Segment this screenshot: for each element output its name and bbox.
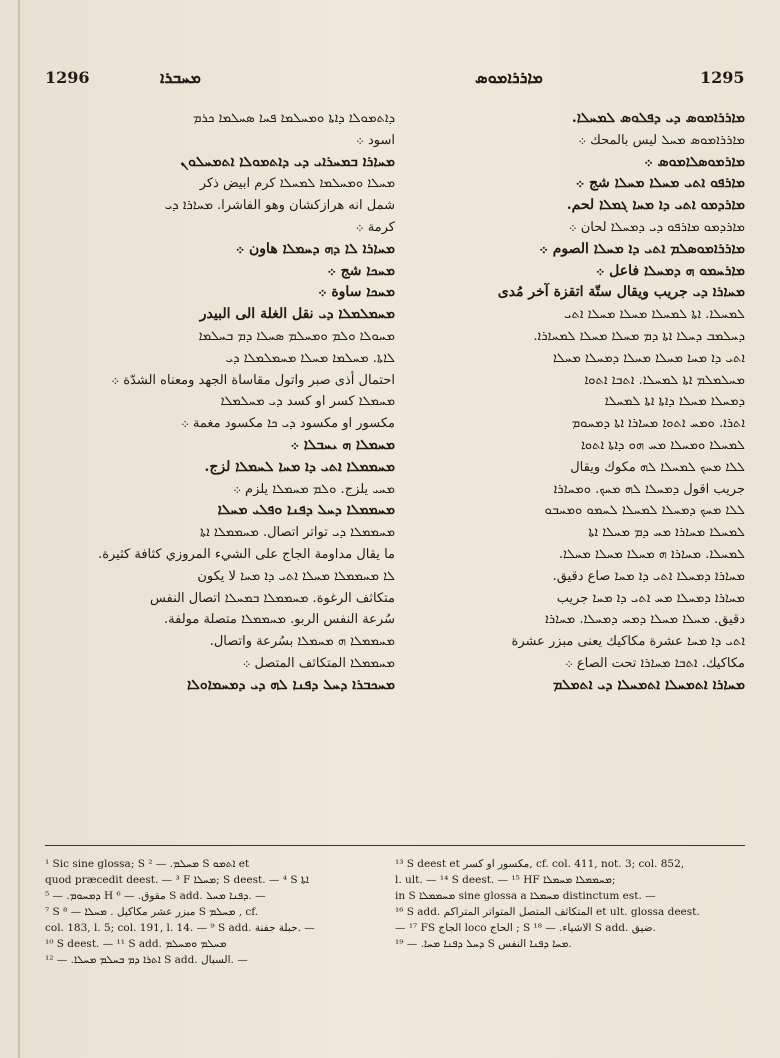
right-footnote-rule (395, 845, 745, 846)
left-column-line: ܡܚܡܡܠܐ ܕܚܠ ܕܦܢܐ ܘܦܠܝ ܡܚܠܐ (217, 502, 395, 519)
right-column-line: ܡܐܪܕܡܘ ܐܬܝ ܕܐ ܡܚܐ ܓܡܠܐ لحم. (566, 197, 745, 214)
left-column-line: ܡܚܡܡܠܐ ܕܝ تواتر اتصال. ܡܚܡܡܠܐ ܐܬܐ (199, 525, 395, 541)
left-footnote-line: quod præcedit deest. — ³ F ܡܚܠܐ; S deest. — ⁴ S ܐܬܐ (45, 874, 309, 886)
left-column-line: ܡܚܠܐ ܘܡܚܠܡܐ ܠܡܚܠܐ كرم ابيض ذكر (199, 176, 395, 192)
left-text-column (45, 108, 395, 697)
left-column-line: ܡܚܝ يلزج. ܘܠܡ ܡܚܡܠܐ يلزم ܀ (233, 481, 395, 497)
right-column-line: ܕܡܚܠܐ ܡܚܠܐ ܕܐܬܐ ܐܬܐ ܠܡܚܠܐ (604, 394, 745, 410)
left-column-line: ܡܚܡܡܠܐ ܐܬܝ ܕܐ ܡܚܐ ܠܚܡܠܐ لزج. (204, 458, 395, 475)
left-footnote-line: col. 183, l. 5; col. 191, l. 14. — ⁹ S add. حبلة جفنة. — (45, 922, 315, 934)
right-column-line: ܡܚܐܪܐ ܐܬܡܚܠܐ ܐܬܡܚܠܐ ܕܝ ܐܬܡܠܡ (552, 676, 745, 693)
right-column-line: ܡܐܪܕܡܘ ܡܐܪܦܘ ܕܝ ܕܡܚܠܐ لحان ܀ (568, 219, 745, 235)
right-footnote-line: in S ܡܚܡܡܠܐ sine glossa a ܡܚܡܠܐ distinctum est. — (395, 890, 656, 902)
left-column-line: ܡܚܐܪܐ ܒܡܚܪܐܝ ܕܝ ܕܐܬܡܘܠܐ ܐܬܡܚܠܘܢ (180, 153, 395, 170)
left-column-line: ܡܚܐܪܐ ܠܐ ܕܗ ܕܚܡܠܐ هاون ܀ (235, 240, 395, 257)
left-running-title: ܡܚܒܪܐ (160, 68, 201, 87)
right-page-number: 1295 (700, 68, 745, 87)
left-column-line: ܡܚܟܐ شج ܀ (327, 262, 395, 279)
left-column-line: سُرعة النفس الربو. ܡܚܡܡܠܐ متصلة مولفة. (164, 612, 395, 628)
right-column-line: ܠܠܐ ܡܚܟ ܠܡܚܠܐ ܠܗ مكوك ويقال (570, 459, 745, 475)
right-column-line: ܐܬܪܐ. ܘܡܚ ܐܬܘܐ ܡܚܐܪܐ ܐܬܐ ܕܡܚܘܡ (571, 416, 745, 432)
right-column-line: ܡܚܐܪܐ ܕܡܚܠܐ ܡܚ ܐܬܝ ܕܐ ܡܚܐ جريب (556, 590, 745, 606)
right-column-line: ܐܬܝ ܕܐ ܡܚܐ عشرة مكاكيك يعنى مبزر عشرة (511, 634, 745, 650)
left-column-line: متكاثف الرغوة. ܡܚܡܡܠܐ ܒܡܚܠܐ اتصال النفس (149, 590, 395, 606)
right-column-line: ܠܠܐ ܡܚܟ ܕܡܚܠܐ ܠܡܚܠܐ ܠܚܡܘ ܘܡܚܒܘ (544, 503, 745, 519)
right-column-line: ܡܐܪܪܐܡܘܣ ܡܚܠ ليس بالمحك ܀ (578, 132, 745, 148)
left-column-line: ܠܐܬܐ. ܡܚܠܡܐ ܡܚܠܐ ܡܚܡܠܡܠܐ ܕܝ (225, 350, 395, 366)
left-column-line: شمل انه هرازكشان وهو الفاشرا. ܡܚܐܪܐ ܕܝ (164, 198, 395, 214)
right-column-line: دقيق. ܡܚܠܐ ܡܚܠܐ ܕܡܚ ܕܡܚܠܐ. ܡܚܐܪܐ (545, 612, 745, 628)
right-column-line: ܠܡܚܠܐ ܘܡܚܠܐ ܡܚ ܗܘ ܕܐܬܐ ܐܬܘܐ (580, 437, 745, 453)
left-column-line: احتمال أذى صبر واتول مقاساة الجهد ومعناه الشدّة ܀ (111, 372, 395, 388)
left-column-line: ܡܚܘܠܐ ܘܠܡ ܘܡܚܠܡ ܣܚܠܐ ܕܡ ܒܚܠܡܐ (198, 328, 395, 344)
right-footnote-line: — ¹⁷ FS الجاج loco الحاج ; S الاشياء. — ¹⁸ S add. ضيق. (395, 922, 656, 934)
page-spine-shadow (18, 0, 20, 1058)
right-column-line: ܠܡܚܠܐ ܡܚܐܪܐ ܡܚ ܕܡ ܡܚܠܐ ܐܬܐ (588, 525, 745, 541)
right-text-column (395, 108, 745, 697)
right-column-line: ܡܐܪܪܐܡܘܣܠܡ ܐܬܝ ܕܐ ܡܚܠܐ الصوم ܀ (539, 240, 745, 257)
left-column-line: ܡܚܟܒܪܐ ܕܚܠ ܕܦܢܐ ܠܗ ܕܝ ܕܡܚܡܐܘܠܐ (187, 676, 395, 693)
left-page-number: 1296 (45, 68, 90, 87)
left-column-line: ܡܚܡܠܐ كسر او كسد ܕܝ ܡܚܠܡܠܐ (220, 394, 395, 410)
right-footnotes (395, 856, 745, 952)
left-column-line: اسود ܀ (356, 132, 395, 148)
left-footnote-line: ¹⁰ S deest. — ¹¹ S add. ܡܚܠܡ ܘܡܚܠܡ (45, 938, 227, 950)
right-column-line: ܠܡܚܠܐ. ܡܚܐܪܐ ܗ ܡܚܠܐ ܡܚܠܐ ܡܚܠܐ. (558, 546, 745, 562)
right-running-title: ܡܐܪܪܐܡܘܣ (475, 68, 543, 87)
left-footnote-line: ⁷ S مبزر عشر مكاكيل . ܡܚܠܐ — ⁸ S ܡܚܠܡ , cf. (45, 906, 259, 918)
left-column-line: ܡܚܡܡܠܐ المتكاثف المتصل ܀ (242, 655, 395, 671)
left-footnote-line: ¹ Sic sine glossa; S ܡܚܠܡ. — ² S ܐܬܡܘ et (45, 858, 250, 870)
left-column-line: ܠܐ ܡܚܡܡܠܐ ܡܚܠܐ ܐܬܝ ܕܐ ܡܚܐ لا يكون (197, 568, 395, 584)
left-footnotes (45, 856, 395, 968)
right-column-line: ܕܚܠܡܒ ܕܚܠܐ ܐܬܐ ܕܡ ܡܚܠܐ ܡܚܠܐ ܠܡܚܐܪܐ. (533, 328, 745, 344)
left-column-line: ܡܚܟܐ ساوة ܀ (318, 284, 395, 301)
left-footnote-line: ܐܬܪܐ ܕܡ ܒܚܠܡ ܡܚܠܐ. — ¹² S add. السبال. — (45, 954, 248, 966)
right-footnote-line: ¹⁶ S add. المتكاثف المتصل المتواتر المتراكم et ult. glossa deest. (395, 906, 700, 918)
right-column-line: ܡܐܪܦܘ ܐܬܝ ܡܚܠܐ ܡܚܠܐ شج ܀ (575, 175, 745, 192)
right-footnote-line: ¹³ S deest et مكسور او كسر, cf. col. 411, not. 3; col. 852, (395, 858, 685, 870)
left-column-line: ܡܚܡܠܐ ܗ ܝܚܒܠܐ ܀ (290, 436, 395, 453)
left-column-line: كرمة ܀ (355, 219, 395, 235)
left-column-line: ما يقال مداومة الجاج على الشيء المروزي كثافة كثيرة. (98, 546, 395, 562)
left-footnote-rule (45, 845, 395, 846)
right-column-line: ܡܚܠܡܠܡ ܐܬܐ ܠܡܚܠܐ. ܐܬܒܐ ܐܬܘܐ (584, 372, 745, 388)
right-column-line: ܐܬܝ ܕܐ ܡܚܐ ܡܚܠܐ ܡܚܠܐ ܕܡܚܠܐ ܡܚܠܐ (553, 350, 745, 366)
right-footnote-line: l. ult. — ¹⁴ S deest. — ¹⁵ HF ܡܚܡܡܠܐ ܡܚܡܠܐ; (395, 874, 616, 886)
left-column-line: ܡܚܡܠܡܠܐ ܕܝ نقل الغلة الى البيدر (199, 306, 395, 323)
right-column-line: ܡܚܐܪܐ ܕܡܚܠܐ ܐܬܝ ܕܐ ܡܚܐ صاع دقيق. (552, 568, 745, 584)
left-column-line: ܡܚܡܡܠܐ ܗ ܡܚܡܠܐ بسُرعة واتصال. (209, 634, 395, 650)
left-footnote-line: ܕܡܚܘܡ. — ⁵ H مقوق. — ⁶ S add. ܕܦܢܐ ܡܚܠ. — (45, 890, 266, 902)
left-column-line: مكسور او مكسود ܕܝ ܟܐ مكسود مغمة ܀ (180, 416, 395, 432)
left-column-line: ܕܐܬܡܘܠܐ ܕܐܬܐ ܘܡܚܠܡܐ ܦܚܐ ܣܚܠܡܐ ܟܪܡ (193, 111, 395, 126)
right-column-line: جريب اقول ܕܡܚܠܐ ܠܗ ܡܚܟ. ܘܡܚܐܪܐ (553, 481, 745, 497)
right-footnote-line: ܕܚܠ ܕܦܢܐ ܡܚܐ. — ¹⁹ S ܡܚܐ ܕܦܢܐ النفس. (395, 938, 572, 950)
right-column-line: ܡܚܐܪܐ ܕܝ جريب ويقال ستّة اتقزة آخر مُدى (497, 284, 745, 301)
right-column-line: ܠܡܚܠܐ. ܐܬܐ ܠܡܚܠܐ ܡܚܠܐ ܡܚܠܐ ܐܬܝ (564, 307, 745, 323)
right-column-line: ܡܐܪܚܡܘ ܗ ܕܡܚܠܐ فاعل ܀ (595, 262, 745, 279)
right-column-line: ܡܐܪܡܘܣܠܐܡܘܣ ܀ (644, 153, 745, 170)
right-column-line: مكاكيك. ܐܬܒܐ ܡܚܐܪܐ تحت الصاع ܀ (564, 655, 745, 671)
right-column-line: ܡܐܪܪܐܡܘܣ ܕܝ ܕܦܠܘܣ ܠܡܚܠܐ. (571, 110, 745, 126)
